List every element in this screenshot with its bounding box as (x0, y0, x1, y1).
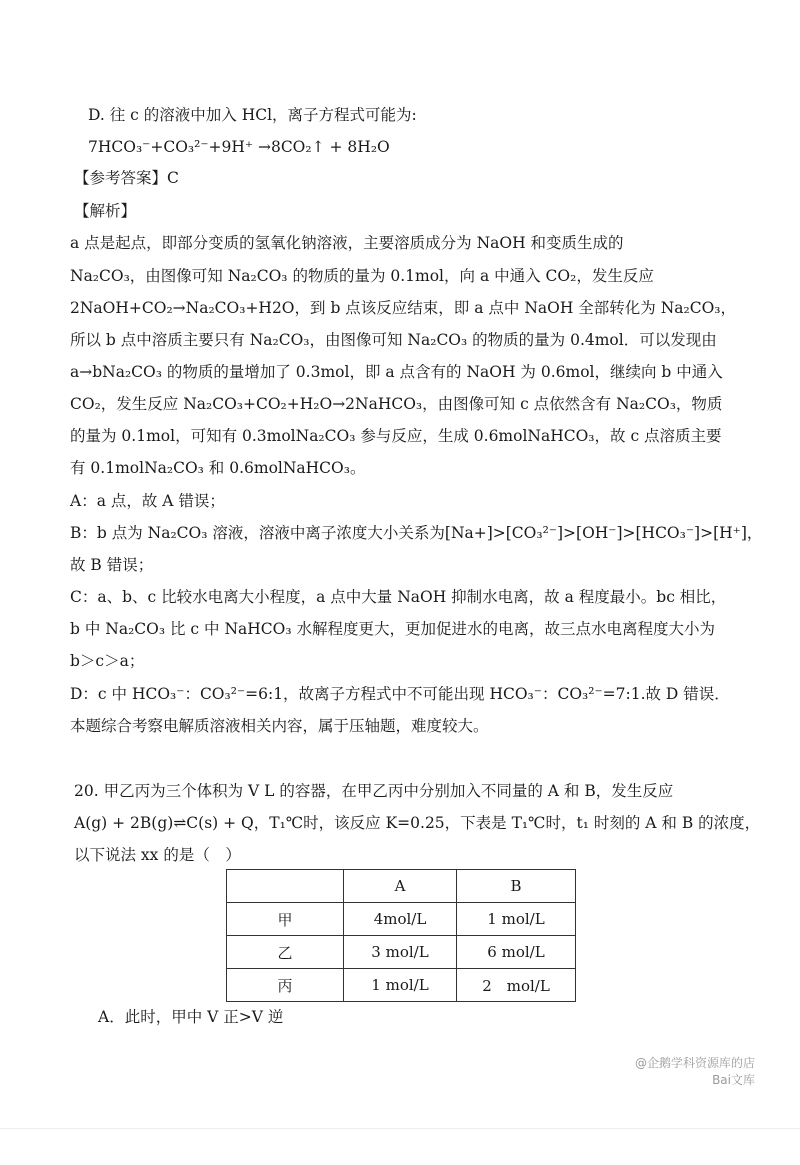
option-b-analysis: B：b 点为 Na₂CO₃ 溶液，溶液中离子浓度大小关系为[Na+]>[CO₃²⁻]>[OH⁻]>[HCO₃⁻]>[H⁺]， (70, 524, 763, 542)
table-cell: 4mol/L (344, 903, 457, 936)
table-cell: 1 mol/L (344, 969, 457, 1002)
table-header-cell: B (457, 870, 576, 903)
page-divider (0, 1128, 800, 1129)
analysis-line-2: Na₂CO₃，由图像可知 Na₂CO₃ 的物质的量为 0.1mol，向 a 中通入 CO₂，发生反应 (70, 267, 654, 285)
question-20-stem-3: 以下说法 xx 的是（ ） (74, 846, 241, 864)
option-a-text: A．此时，甲中 V 正>V 逆 (98, 1008, 284, 1026)
option-c-analysis-3: b＞c＞a； (70, 652, 145, 670)
analysis-line-1: a 点是起点，即部分变质的氢氧化钠溶液，主要溶质成分为 NaOH 和变质生成的 (70, 234, 624, 252)
table-cell: 2 mol/L (457, 969, 576, 1002)
table-header-cell: A (344, 870, 457, 903)
table-cell: 3 mol/L (344, 936, 457, 969)
table-cell: 1 mol/L (457, 903, 576, 936)
watermark-logo: Bai文库 (712, 1073, 755, 1087)
table-row (227, 903, 576, 936)
watermark-shop: @企鹅学科资源库的店 (634, 1056, 755, 1070)
analysis-line-8: 有 0.1molNa₂CO₃ 和 0.6molNaHCO₃。 (70, 459, 366, 477)
analysis-line-6: CO₂，发生反应 Na₂CO₃+CO₂+H₂O→2NaHCO₃，由图像可知 c 点依然含有 Na₂CO₃，物质 (70, 395, 723, 413)
analysis-line-5: a→bNa₂CO₃ 的物质的量增加了 0.3mol，即 a 点含有的 NaOH 为 0.6mol，继续向 b 中通入 (70, 363, 723, 381)
option-c-analysis-1: C：a、b、c 比较水电离大小程度，a 点中大量 NaOH 抑制水电离，故 a 程度最小。bc 相比， (70, 588, 727, 606)
table-cell: 6 mol/L (457, 936, 576, 969)
reference-answer: 【参考答案】C (74, 169, 179, 187)
watermark (635, 1055, 755, 1089)
concentration-table (226, 869, 576, 1002)
question-20-stem-1: 20. 甲乙丙为三个体积为 V L 的容器，在甲乙丙中分别加入不同量的 A 和 B，发生反应 (74, 782, 674, 800)
ionic-equation: 7HCO₃⁻+CO₃²⁻+9H⁺ →8CO₂↑ + 8H₂O (88, 138, 390, 156)
option-b-conclusion: 故 B 错误； (70, 556, 154, 574)
table-row (227, 936, 576, 969)
analysis-line-7: 的量为 0.1mol，可知有 0.3molNa₂CO₃ 参与反应，生成 0.6molNaHCO₃，故 c 点溶质主要 (70, 427, 722, 445)
table-header-row (227, 870, 576, 903)
option-d-analysis: D：c 中 HCO₃⁻：CO₃²⁻=6:1，故离子方程式中不可能出现 HCO₃⁻：CO₃²⁻=7:1.故 D 错误． (70, 685, 730, 703)
table-cell: 丙 (227, 969, 344, 1002)
option-c-analysis-2: b 中 Na₂CO₃ 比 c 中 NaHCO₃ 水解程度更大，更加促进水的电离，故三点水电离程度大小为 (70, 620, 715, 638)
analysis-heading: 【解析】 (74, 202, 137, 220)
table-header-cell (227, 870, 344, 903)
analysis-line-4: 所以 b 点中溶质主要只有 Na₂CO₃，由图像可知 Na₂CO₃ 的物质的量为 0.4mol．可以发现由 (70, 331, 717, 349)
option-a-analysis: A：a 点，故 A 错误； (70, 492, 225, 510)
table-cell: 甲 (227, 903, 344, 936)
table-cell: 乙 (227, 936, 344, 969)
table-row (227, 969, 576, 1002)
option-d-text: D. 往 c 的溶液中加入 HCl，离子方程式可能为: (88, 106, 417, 124)
question-20-stem-2: A(g) + 2B(g)⇌C(s) + Q，T₁℃时，该反应 K=0.25，下表是 T₁℃时，t₁ 时刻的 A 和 B 的浓度， (74, 814, 761, 832)
summary-line: 本题综合考察电解质溶液相关内容，属于压轴题，难度较大。 (70, 717, 489, 735)
analysis-line-3: 2NaOH+CO₂→Na₂CO₃+H2O，到 b 点该反应结束，即 a 点中 NaOH 全部转化为 Na₂CO₃， (70, 299, 736, 317)
